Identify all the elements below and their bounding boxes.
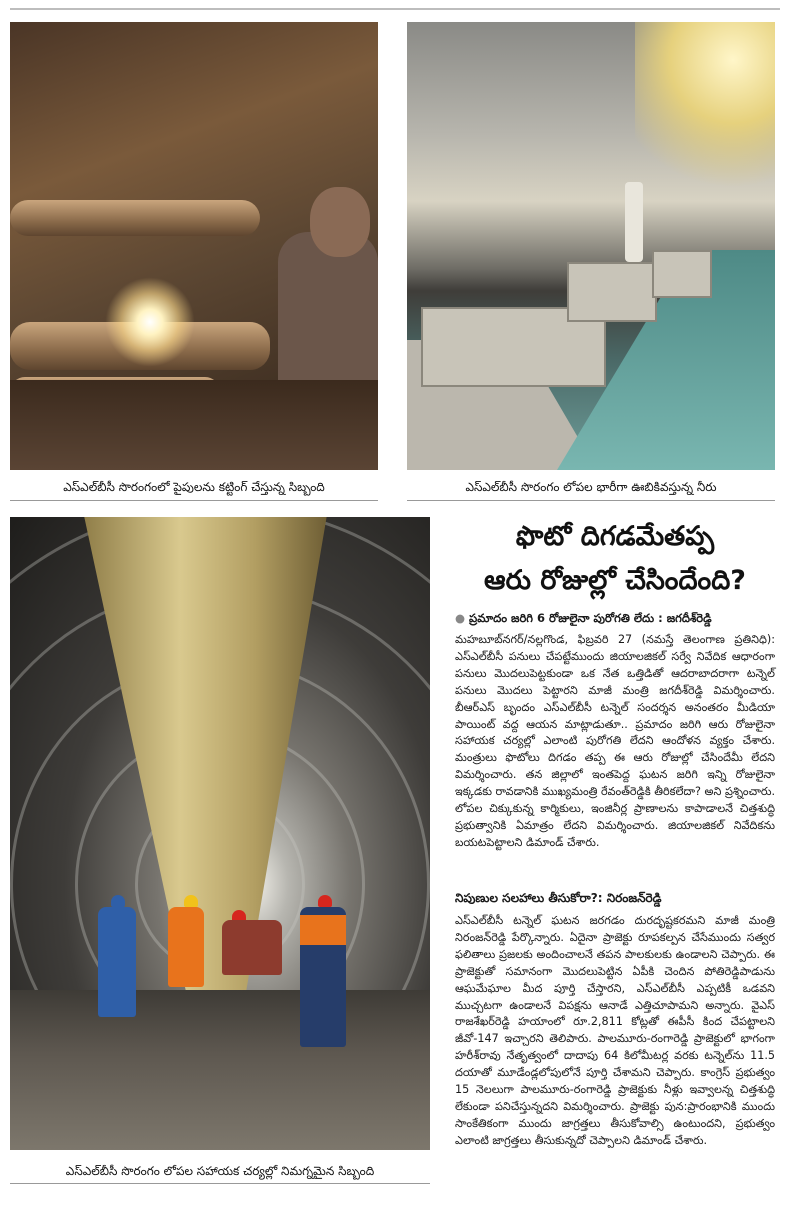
- equipment-box: [567, 262, 657, 322]
- caption-rule: [10, 1183, 430, 1184]
- headline-line1: ఫొటో దిగడమేతప్ప: [515, 521, 715, 552]
- top-rule: [10, 8, 780, 10]
- article-paragraph-1: మహబూబ్‌నగర్/నల్లగొండ, ఫిబ్రవరి 27 (నమస్తే తెలంగాణ ప్రతినిధి): ఎస్‌ఎల్‌బీసీ పనులు చేపట్టేముందు జియాలజికల్ సర్వే నివేదిక ఆధారంగా పనులు మొదలుపెట్టకుండా ఒక నేత ఒత్తిడితో ఆదరాబాదరాగా టన్నెల్ పనులు మొదలు పెట్టారని మాజీ మంత్రి జగదీశ్‌రెడ్డి విమర్శించారు. బీఆర్‌ఎస్ బృందం ఎస్‌ఎల్‌బీసీ టన్నెల్ సందర్శన అనంతరం మీడియా పాయింట్ వద్ద ఆయన మాట్లాడుతూ.. ప్రమాదం జరిగి ఆరు రోజులైనా సహాయక చర్యల్లో ఎలాంటి పురోగతి లేదని ఆందోళన వ్యక్తం చేశారు. మంత్రులు ఫొటోలు దిగడం తప్ప ఈ ఆరు రోజుల్లో చేసిందేమీ లేదని విమర్శించారు. తన జిల్లాలో ఇంతపెద్ద ఘటన జరిగి ఇన్ని రోజులైనా ఇక్కడకు రావడానికి ముఖ్యమంత్రి రేవంత్‌రెడ్డికి తీరికలేదా? అని ప్రశ్నించారు. లోపల చిక్కుకున్న కార్మికులు, ఇంజినీర్ల ప్రాణాలను కాపాడాలనే చిత్తశుద్ధి ప్రభుత్వానికి ఏమాత్రం లేదని విమర్శించారు. జియాలజికల్ నివేదికను బయటపెట్టాలని డిమాండ్ చేశారు.: [455, 633, 775, 849]
- photo-flooded-tunnel: [407, 22, 775, 470]
- pipe-shape: [10, 200, 260, 236]
- caption-rule: [407, 500, 775, 501]
- photo-rescue-operations: [10, 517, 430, 1150]
- welding-spark: [105, 277, 195, 367]
- subdeck: [455, 610, 775, 626]
- photo2-caption: ఎస్‌ఎల్‌బీసీ సొరంగం లోపల భారీగా ఊబికివస్తున్న నీరు: [465, 480, 717, 494]
- article-paragraph-2: ఎస్‌ఎల్‌బీసీ టన్నెల్ ఘటన జరగడం దురదృష్టకరమని మాజీ మంత్రి నిరంజన్‌రెడ్డి పేర్కొన్నారు. ఏదైనా ప్రాజెక్టు రూపకల్పన చేసేముందు సత్వర ఫలితాలు ప్రజలకు అందించాలనే తపన పాలకులకు ఉండాలని చెప్పారు. ఈ ప్రాజెక్టుతో సమానంగా మొదలుపెట్టిన ఏపీకి చెందిన పోతిరెడ్డిపాడును ఆఘమేఘాల మీద పూర్తి చేస్తారని, ఎస్‌ఎల్‌బీసీ ఎప్పటికీ ఒడవని ముచ్చటగా ఉండాలనే విపక్షను ఆనాడే ఎత్తిచూపామని అన్నారు. వైఎస్ రాజశేఖర్‌రెడ్డి హయాంలో రూ.2,811 కోట్లతో ఈపీసీ కింద చేపట్టాలని జీవో-147 ఇచ్చారని తెలిపారు. పాలమూరు-రంగారెడ్డి ప్రాజెక్టులో భాగంగా హరీశ్‌రావు నేతృత్వంలో దాదాపు 64 కిలోమీటర్ల వరకు టన్నెల్‌ను 11.5 దయాతో మూడేండ్లలోపులోనే పూర్తి చేశామని చెప్పారు. కాంగ్రెస్ ప్రభుత్వం 15 నెలలుగా పాలమూరు-రంగారెడ్డి ప్రాజెక్టుకు నీళ్లు ఇవ్వాలన్న చిత్తశుద్ధి లేకుండా పనిచేస్తున్నదని విమర్శించారు. ప్రాజెక్టు పున:ప్రారంభానికి ముందు సాంకేతికంగా ముందు జాగ్రత్తలు తీసుకోవాల్సి ఉంటుందని, ప్రభుత్వం ఎలాంటి జాగ్రత్తలు తీసుకున్నదో చెప్పాలని డిమాండ్ చేశారు.: [455, 914, 775, 1147]
- photo1-caption: ఎస్‌ఎల్‌బీసీ సొరంగంలో పైపులను కట్టింగ్ చేస్తున్న సిబ్బంది: [63, 480, 325, 494]
- helmet: [111, 895, 125, 907]
- subhead-2: నిపుణుల సలహాలు తీసుకోరా?: నిరంజన్‌రెడ్డి: [455, 891, 662, 905]
- rescue-worker: [98, 907, 136, 1017]
- rescue-worker: [168, 907, 204, 987]
- helmet: [184, 895, 198, 907]
- helmet: [318, 895, 332, 907]
- worker-head: [310, 187, 370, 257]
- subdeck-text: ప్రమాదం జరిగి 6 రోజులైనా పురోగతి లేదు : జగదీశ్‌రెడ్డి: [469, 611, 712, 625]
- caption-rule: [10, 500, 378, 501]
- floodwater: [10, 990, 430, 1150]
- safety-vest: [300, 915, 346, 945]
- photo-pipe-cutting: [10, 22, 378, 470]
- photo3-caption: ఎస్‌ఎల్‌బీసీ సొరంగం లోపల సహాయక చర్యల్లో నిమగ్నమైన సిబ్బంది: [65, 1164, 375, 1178]
- tunnel-light: [635, 22, 775, 212]
- bullet-icon: ●: [455, 611, 466, 625]
- tunnel-floor: [10, 380, 378, 470]
- worker-figure: [625, 182, 643, 262]
- headline-line2: ఆరు రోజుల్లో చేసిందేంది?: [484, 565, 746, 596]
- equipment-box: [652, 250, 712, 298]
- rescue-team: [222, 920, 282, 975]
